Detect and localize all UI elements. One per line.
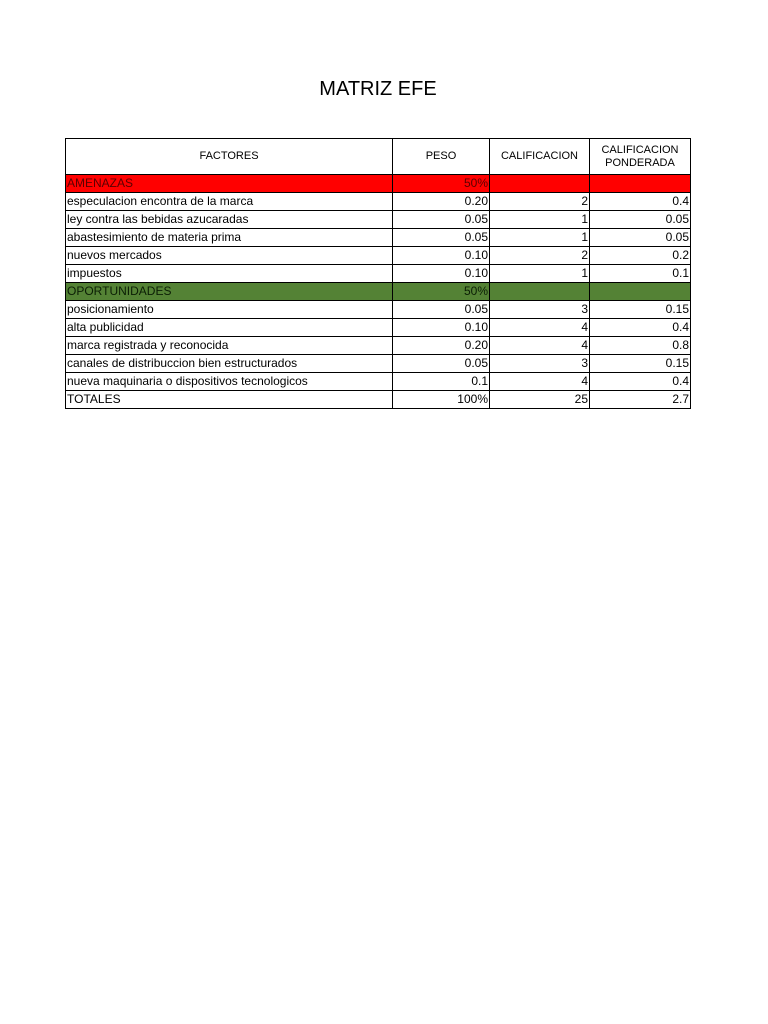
peso-cell: 0.20 (393, 337, 490, 355)
ponderada-cell: 0.2 (590, 247, 691, 265)
factor-cell: posicionamiento (66, 301, 393, 319)
header-factores: FACTORES (66, 139, 393, 175)
ponderada-cell: 0.4 (590, 193, 691, 211)
table-row (66, 337, 691, 355)
table-row (66, 193, 691, 211)
table-row (66, 355, 691, 373)
peso-cell: 0.10 (393, 265, 490, 283)
factor-cell: marca registrada y reconocida (66, 337, 393, 355)
factor-cell: nueva maquinaria o dispositivos tecnologicos (66, 373, 393, 391)
ponderada-cell: 0.15 (590, 355, 691, 373)
table-row (66, 211, 691, 229)
factor-cell: impuestos (66, 265, 393, 283)
peso-cell: 0.05 (393, 355, 490, 373)
totals-row (66, 391, 691, 409)
peso-cell: 0.1 (393, 373, 490, 391)
section-empty-cell (590, 175, 691, 193)
calificacion-cell: 1 (490, 229, 590, 247)
section-row-amenazas (66, 175, 691, 193)
ponderada-cell: 0.1 (590, 265, 691, 283)
ponderada-cell: 0.05 (590, 211, 691, 229)
header-calificacion: CALIFICACION (490, 139, 590, 175)
header-row (66, 139, 691, 175)
calificacion-cell: 3 (490, 355, 590, 373)
calificacion-cell: 2 (490, 247, 590, 265)
peso-cell: 0.10 (393, 247, 490, 265)
factor-cell: abastesimiento de materia prima (66, 229, 393, 247)
totals-calificacion: 25 (490, 391, 590, 409)
table-row (66, 265, 691, 283)
page-title: MATRIZ EFE (319, 78, 437, 100)
peso-cell: 0.05 (393, 229, 490, 247)
calificacion-cell: 3 (490, 301, 590, 319)
header-calificacion-ponderada: CALIFICACION PONDERADA (590, 139, 691, 175)
table-row (66, 319, 691, 337)
header-peso: PESO (393, 139, 490, 175)
factor-cell: alta publicidad (66, 319, 393, 337)
efe-matrix-table (65, 138, 691, 409)
factor-cell: ley contra las bebidas azucaradas (66, 211, 393, 229)
section-empty-cell (490, 283, 590, 301)
ponderada-cell: 0.4 (590, 373, 691, 391)
totals-ponderada: 2.7 (590, 391, 691, 409)
section-peso: 50% (393, 175, 490, 193)
factor-cell: nuevos mercados (66, 247, 393, 265)
table-row (66, 373, 691, 391)
calificacion-cell: 4 (490, 337, 590, 355)
peso-cell: 0.10 (393, 319, 490, 337)
ponderada-cell: 0.15 (590, 301, 691, 319)
peso-cell: 0.20 (393, 193, 490, 211)
table-row (66, 229, 691, 247)
section-label: AMENAZAS (66, 175, 393, 193)
calificacion-cell: 2 (490, 193, 590, 211)
factor-cell: especulacion encontra de la marca (66, 193, 393, 211)
calificacion-cell: 4 (490, 373, 590, 391)
section-row-oportunidades (66, 283, 691, 301)
table-row (66, 247, 691, 265)
ponderada-cell: 0.05 (590, 229, 691, 247)
factor-cell: canales de distribuccion bien estructurados (66, 355, 393, 373)
calificacion-cell: 4 (490, 319, 590, 337)
calificacion-cell: 1 (490, 265, 590, 283)
calificacion-cell: 1 (490, 211, 590, 229)
table-row (66, 301, 691, 319)
section-label: OPORTUNIDADES (66, 283, 393, 301)
peso-cell: 0.05 (393, 301, 490, 319)
ponderada-cell: 0.4 (590, 319, 691, 337)
ponderada-cell: 0.8 (590, 337, 691, 355)
section-empty-cell (490, 175, 590, 193)
section-peso: 50% (393, 283, 490, 301)
totals-label: TOTALES (66, 391, 393, 409)
peso-cell: 0.05 (393, 211, 490, 229)
section-empty-cell (590, 283, 691, 301)
totals-peso: 100% (393, 391, 490, 409)
